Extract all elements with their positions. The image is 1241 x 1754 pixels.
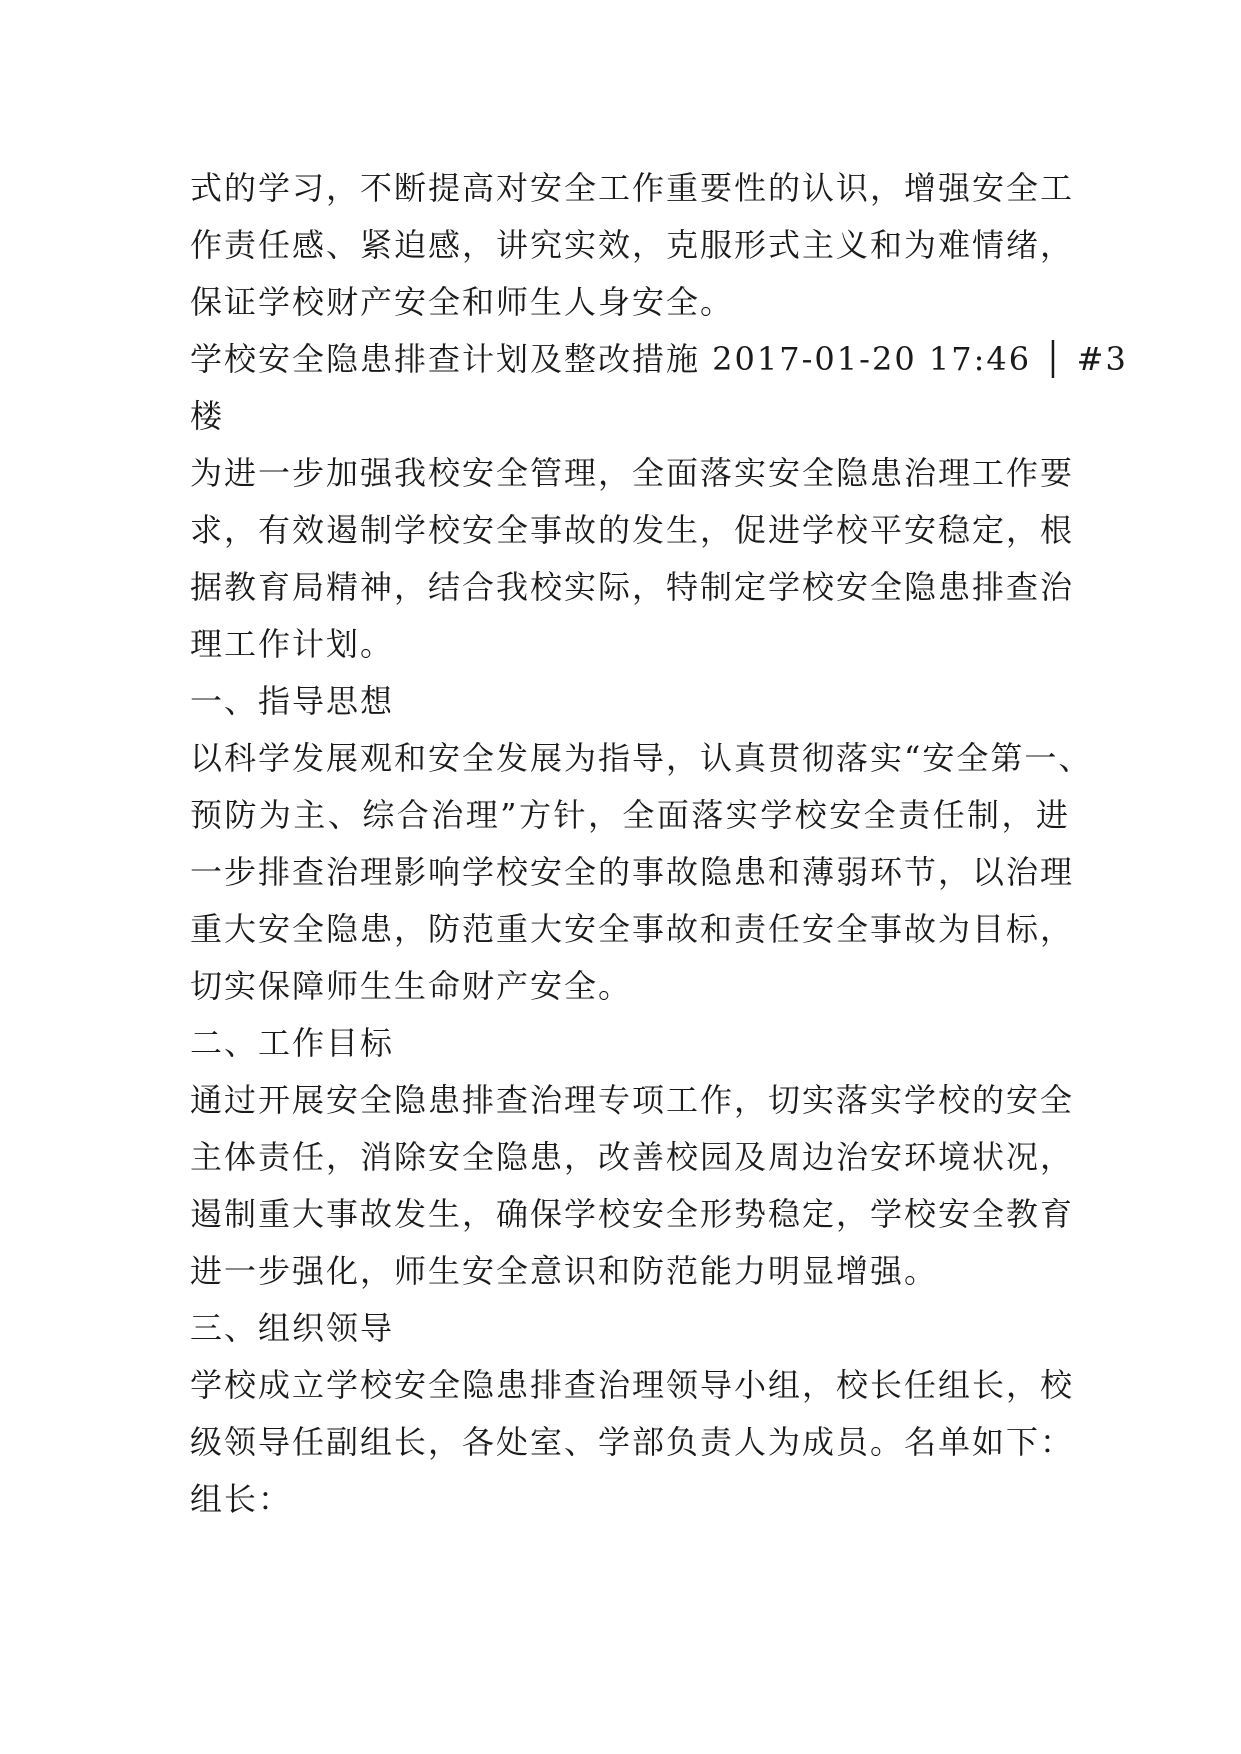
text-line: 一步排查治理影响学校安全的事故隐患和薄弱环节，以治理 [190, 853, 1075, 891]
text-line: 以科学发展观和安全发展为指导，认真贯彻落实“安全第一、 [190, 739, 1093, 777]
text-line: 通过开展安全隐患排查治理专项工作，切实落实学校的安全 [190, 1081, 1075, 1119]
text-line: 重大安全隐患，防范重大安全事故和责任安全事故为目标， [190, 910, 1075, 948]
text-line: 式的学习，不断提高对安全工作重要性的认识，增强安全工 [190, 169, 1075, 207]
post-floor-label: 楼 [190, 397, 225, 435]
text-line: 组长： [190, 1480, 293, 1518]
text-line: 遏制重大事故发生，确保学校安全形势稳定，学校安全教育 [190, 1195, 1075, 1233]
text-line: 预防为主、综合治理”方针，全面落实学校安全责任制，进 [190, 796, 1070, 834]
document-body [190, 160, 1128, 1528]
section-heading: 三、组织领导 [190, 1309, 395, 1347]
text-line: 级领导任副组长，各处室、学部负责人为成员。名单如下： [190, 1423, 1075, 1461]
text-line: 保证学校财产安全和师生人身安全。 [190, 283, 735, 321]
text-line: 求，有效遏制学校安全事故的发生，促进学校平安稳定，根 [190, 511, 1075, 549]
text-line: 主体责任，消除安全隐患，改善校园及周边治安环境状况， [190, 1138, 1075, 1176]
text-line: 学校成立学校安全隐患排查治理领导小组，校长任组长，校 [190, 1366, 1075, 1404]
text-line: 为进一步加强我校安全管理，全面落实安全隐患治理工作要 [190, 454, 1075, 492]
text-line: 进一步强化，师生安全意识和防范能力明显增强。 [190, 1252, 939, 1290]
section-heading: 二、工作目标 [190, 1024, 395, 1062]
text-line: 作责任感、紧迫感，讲究实效，克服形式主义和为难情绪， [190, 226, 1075, 264]
text-line: 理工作计划。 [190, 625, 395, 663]
text-line: 切实保障师生生命财产安全。 [190, 967, 633, 1005]
section-heading: 一、指导思想 [190, 682, 395, 720]
text-line: 据教育局精神，结合我校实际，特制定学校安全隐患排查治 [190, 568, 1075, 606]
post-title-line: 学校安全隐患排查计划及整改措施 2017-01-20 17:46 │ #3 [190, 340, 1128, 378]
